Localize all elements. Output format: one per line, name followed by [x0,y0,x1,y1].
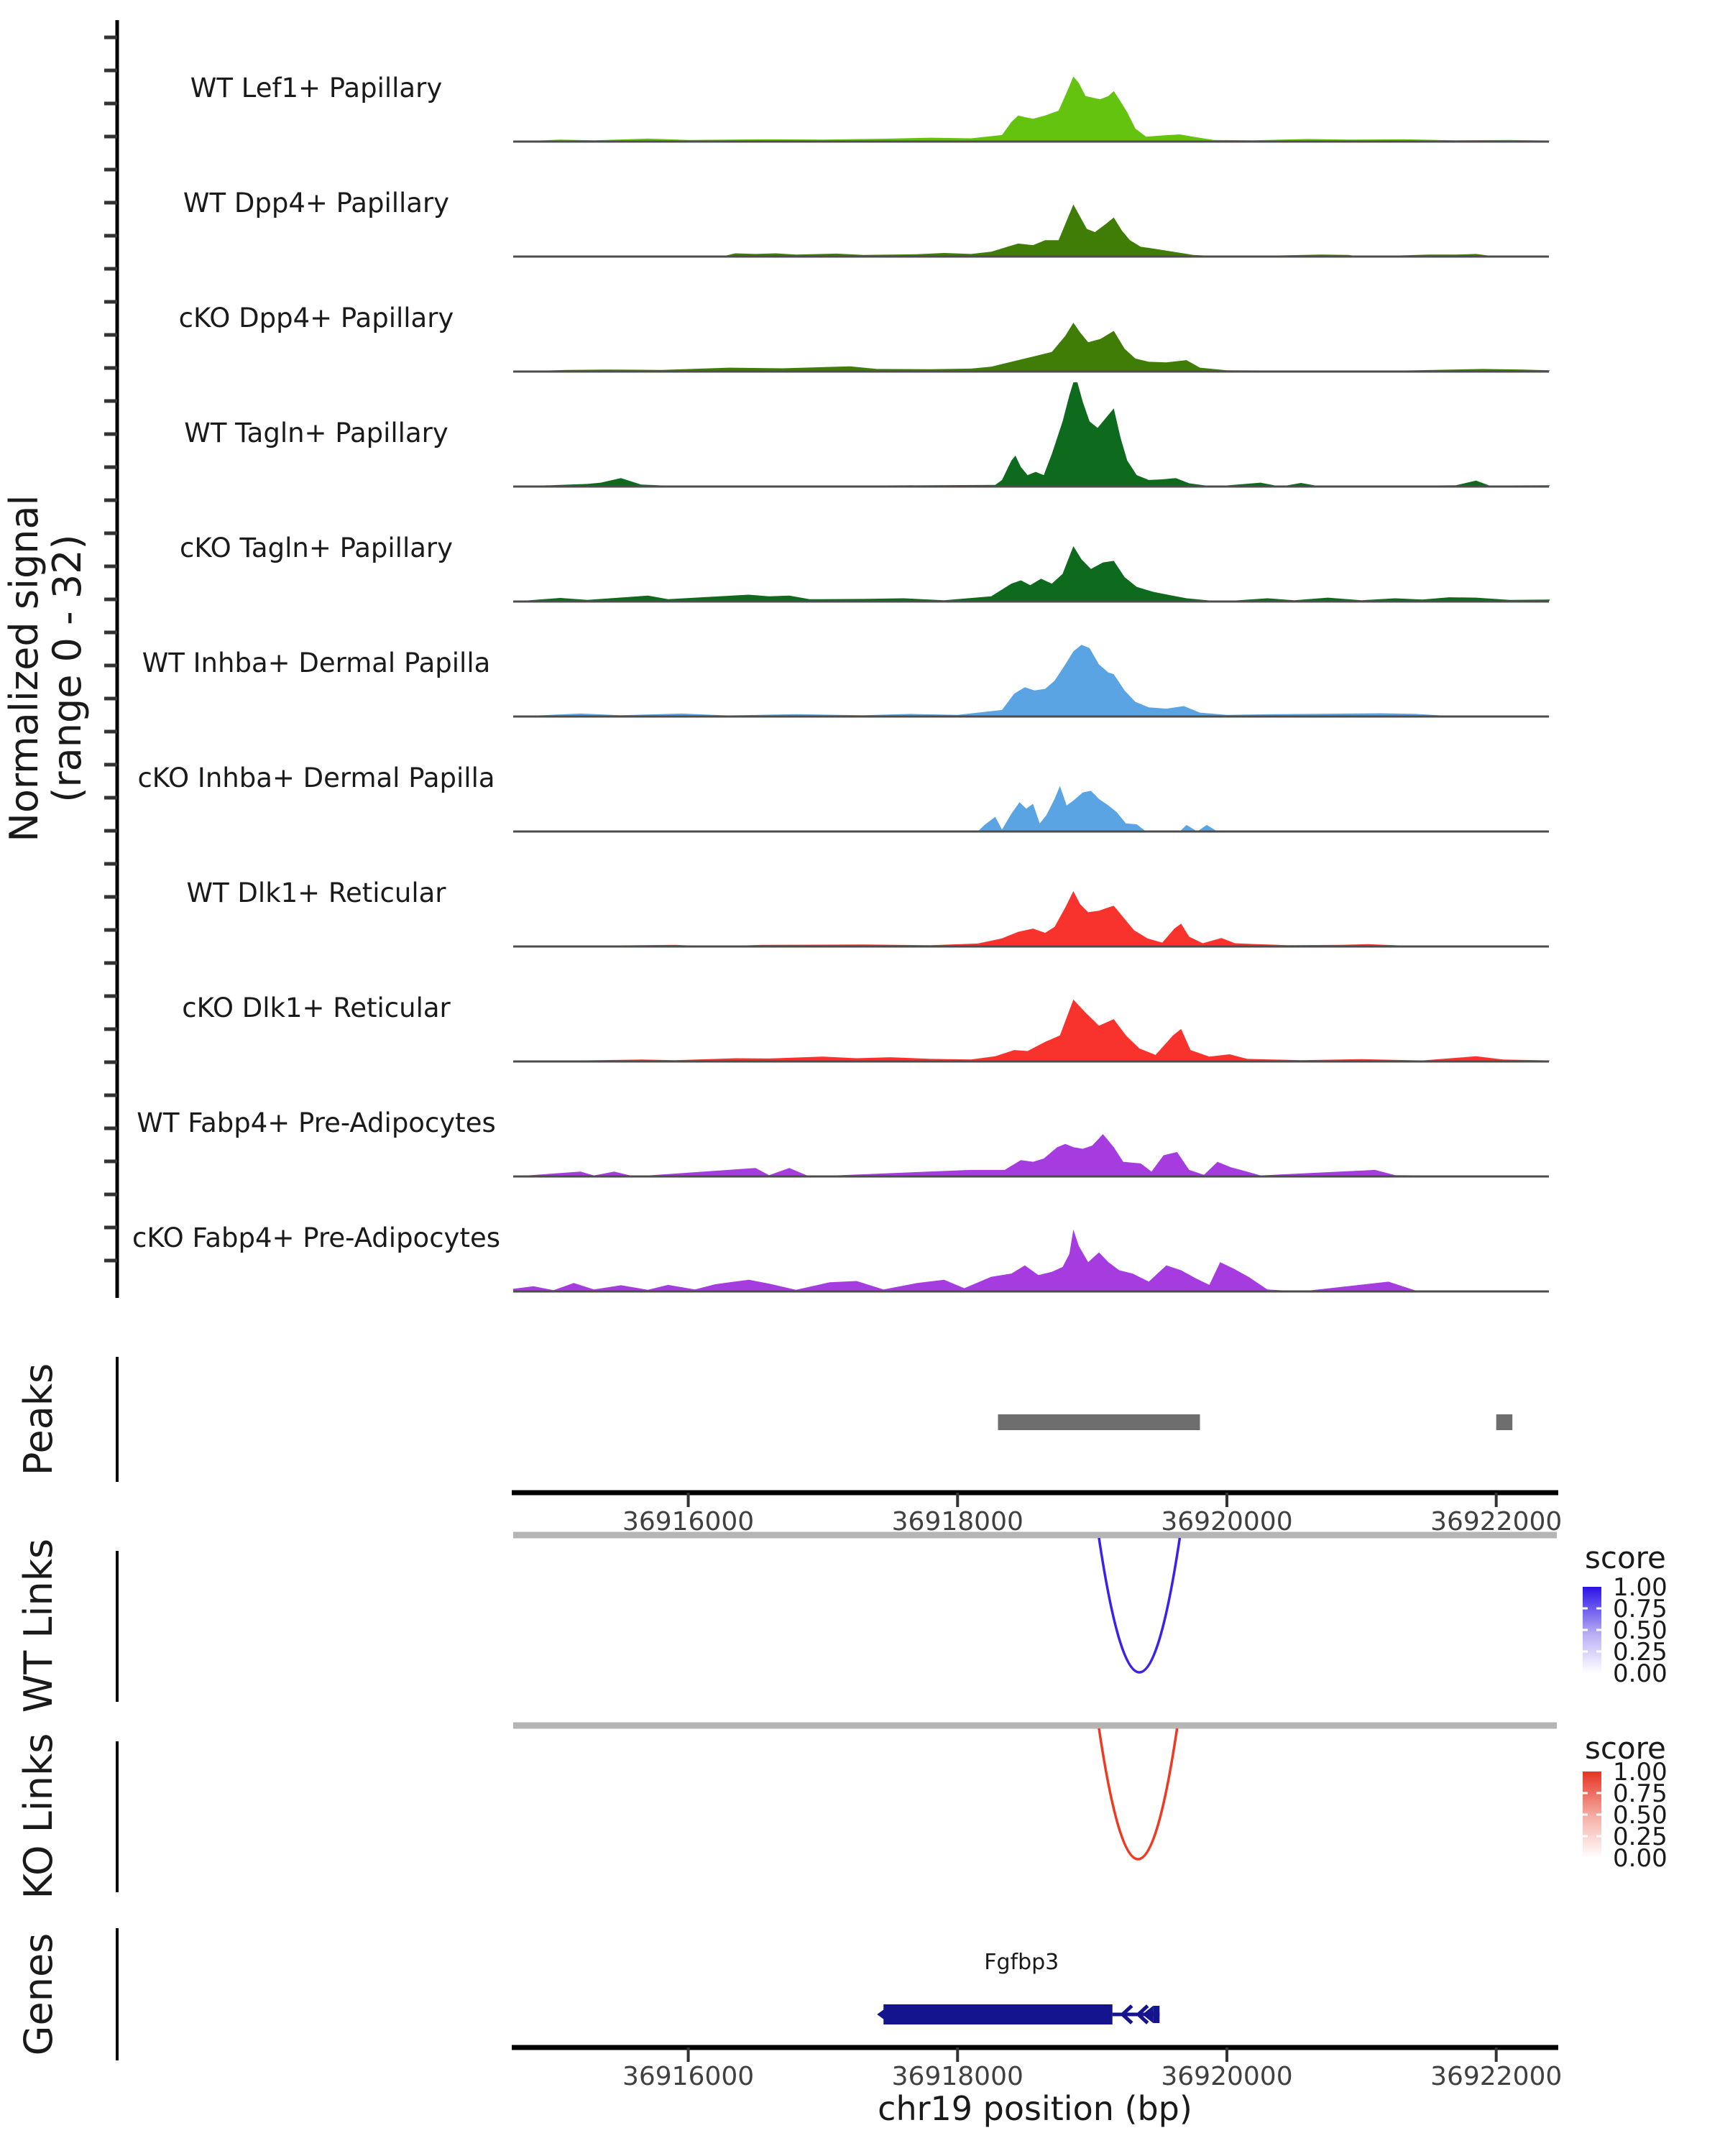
wt-score-legend-title: score [1585,1540,1666,1575]
genomic-axis-top-ticks [622,1493,1562,1537]
wt-links-section-label: WT Links [16,1538,61,1713]
axis-tick-label: 36916000 [622,2062,755,2091]
track-label: cKO Inhba+ Dermal Papilla [137,763,495,793]
ko-score-legend [1583,1731,1668,1873]
track-label: WT Inhba+ Dermal Papilla [142,648,491,678]
axis-tick-label: 36918000 [891,1507,1024,1537]
track-label: cKO Dlk1+ Reticular [182,992,451,1023]
coverage-area [513,891,1550,946]
signal-axis-title [1,494,90,842]
ko-score-legend-title: score [1585,1731,1666,1766]
peak-bar [998,1414,1200,1430]
track-label: WT Fabp4+ Pre-Adipocytes [137,1107,496,1138]
signal-axis-title-line2: (range 0 - 32) [45,534,90,803]
coverage-tracks [132,73,1550,1291]
legend-tick-label: 0.00 [1613,1659,1668,1688]
track-label: cKO Dpp4+ Papillary [178,303,454,333]
link-arc [1099,1728,1177,1859]
genes-section-label: Genes [16,1932,61,2056]
axis-tick-label: 36920000 [1161,1507,1293,1537]
legend-tick-label: 0.50 [1613,1801,1668,1830]
x-axis-title: chr19 position (bp) [878,2089,1192,2128]
peak-intervals [998,1414,1512,1430]
track-label: WT Tagln+ Papillary [184,418,448,448]
track-label: cKO Tagln+ Papillary [179,533,454,563]
link-arc [1099,1538,1179,1672]
peaks-section-label: Peaks [16,1363,61,1476]
track-label: WT Dlk1+ Reticular [186,877,446,908]
wt-link-arc [1099,1538,1179,1672]
gene-model [877,1950,1159,2024]
coverage-area [513,546,1550,602]
ko-link-arc [1099,1728,1177,1859]
peak-bar [1496,1414,1512,1430]
axis-tick-label: 36922000 [1430,1507,1563,1537]
legend-tick-label: 0.00 [1613,1844,1668,1873]
ko-links-section-label: KO Links [16,1733,61,1899]
gene-start-arrow [877,2009,885,2020]
legend-tick-label: 0.50 [1613,1616,1668,1645]
legend-tick-label: 0.75 [1613,1779,1668,1808]
axis-tick-label: 36918000 [891,2062,1024,2091]
coverage-area [513,1000,1550,1061]
coverage-area [513,382,1550,487]
gene-exon-body [883,2004,1113,2024]
legend-tick-label: 0.25 [1613,1823,1668,1851]
gene-name-label: Fgfbp3 [984,1950,1059,1975]
axis-tick-label: 36920000 [1161,2062,1293,2091]
coverage-area [513,1134,1550,1176]
wt-score-legend [1583,1540,1668,1688]
gene-terminal-exon [1153,2006,1159,2023]
coverage-area [513,1230,1550,1291]
coverage-area [513,786,1550,831]
legend-tick-label: 1.00 [1613,1573,1668,1602]
signal-axis-ticks [104,37,117,1261]
track-label: cKO Fabp4+ Pre-Adipocytes [132,1222,501,1253]
coverage-area [513,323,1550,372]
axis-tick-label: 36922000 [1430,2062,1563,2091]
signal-axis-title-line1: Normalized signal [1,494,47,842]
coverage-area [513,645,1550,717]
genomic-axis-bottom-ticks [622,2047,1562,2091]
track-label: WT Lef1+ Papillary [190,73,443,103]
legend-tick-label: 0.25 [1613,1638,1668,1667]
coverage-area [513,76,1550,142]
track-label: WT Dpp4+ Papillary [183,188,450,218]
coverage-area [513,205,1550,257]
legend-tick-label: 0.75 [1613,1595,1668,1623]
legend-tick-label: 1.00 [1613,1758,1668,1787]
axis-tick-label: 36916000 [622,1507,755,1537]
